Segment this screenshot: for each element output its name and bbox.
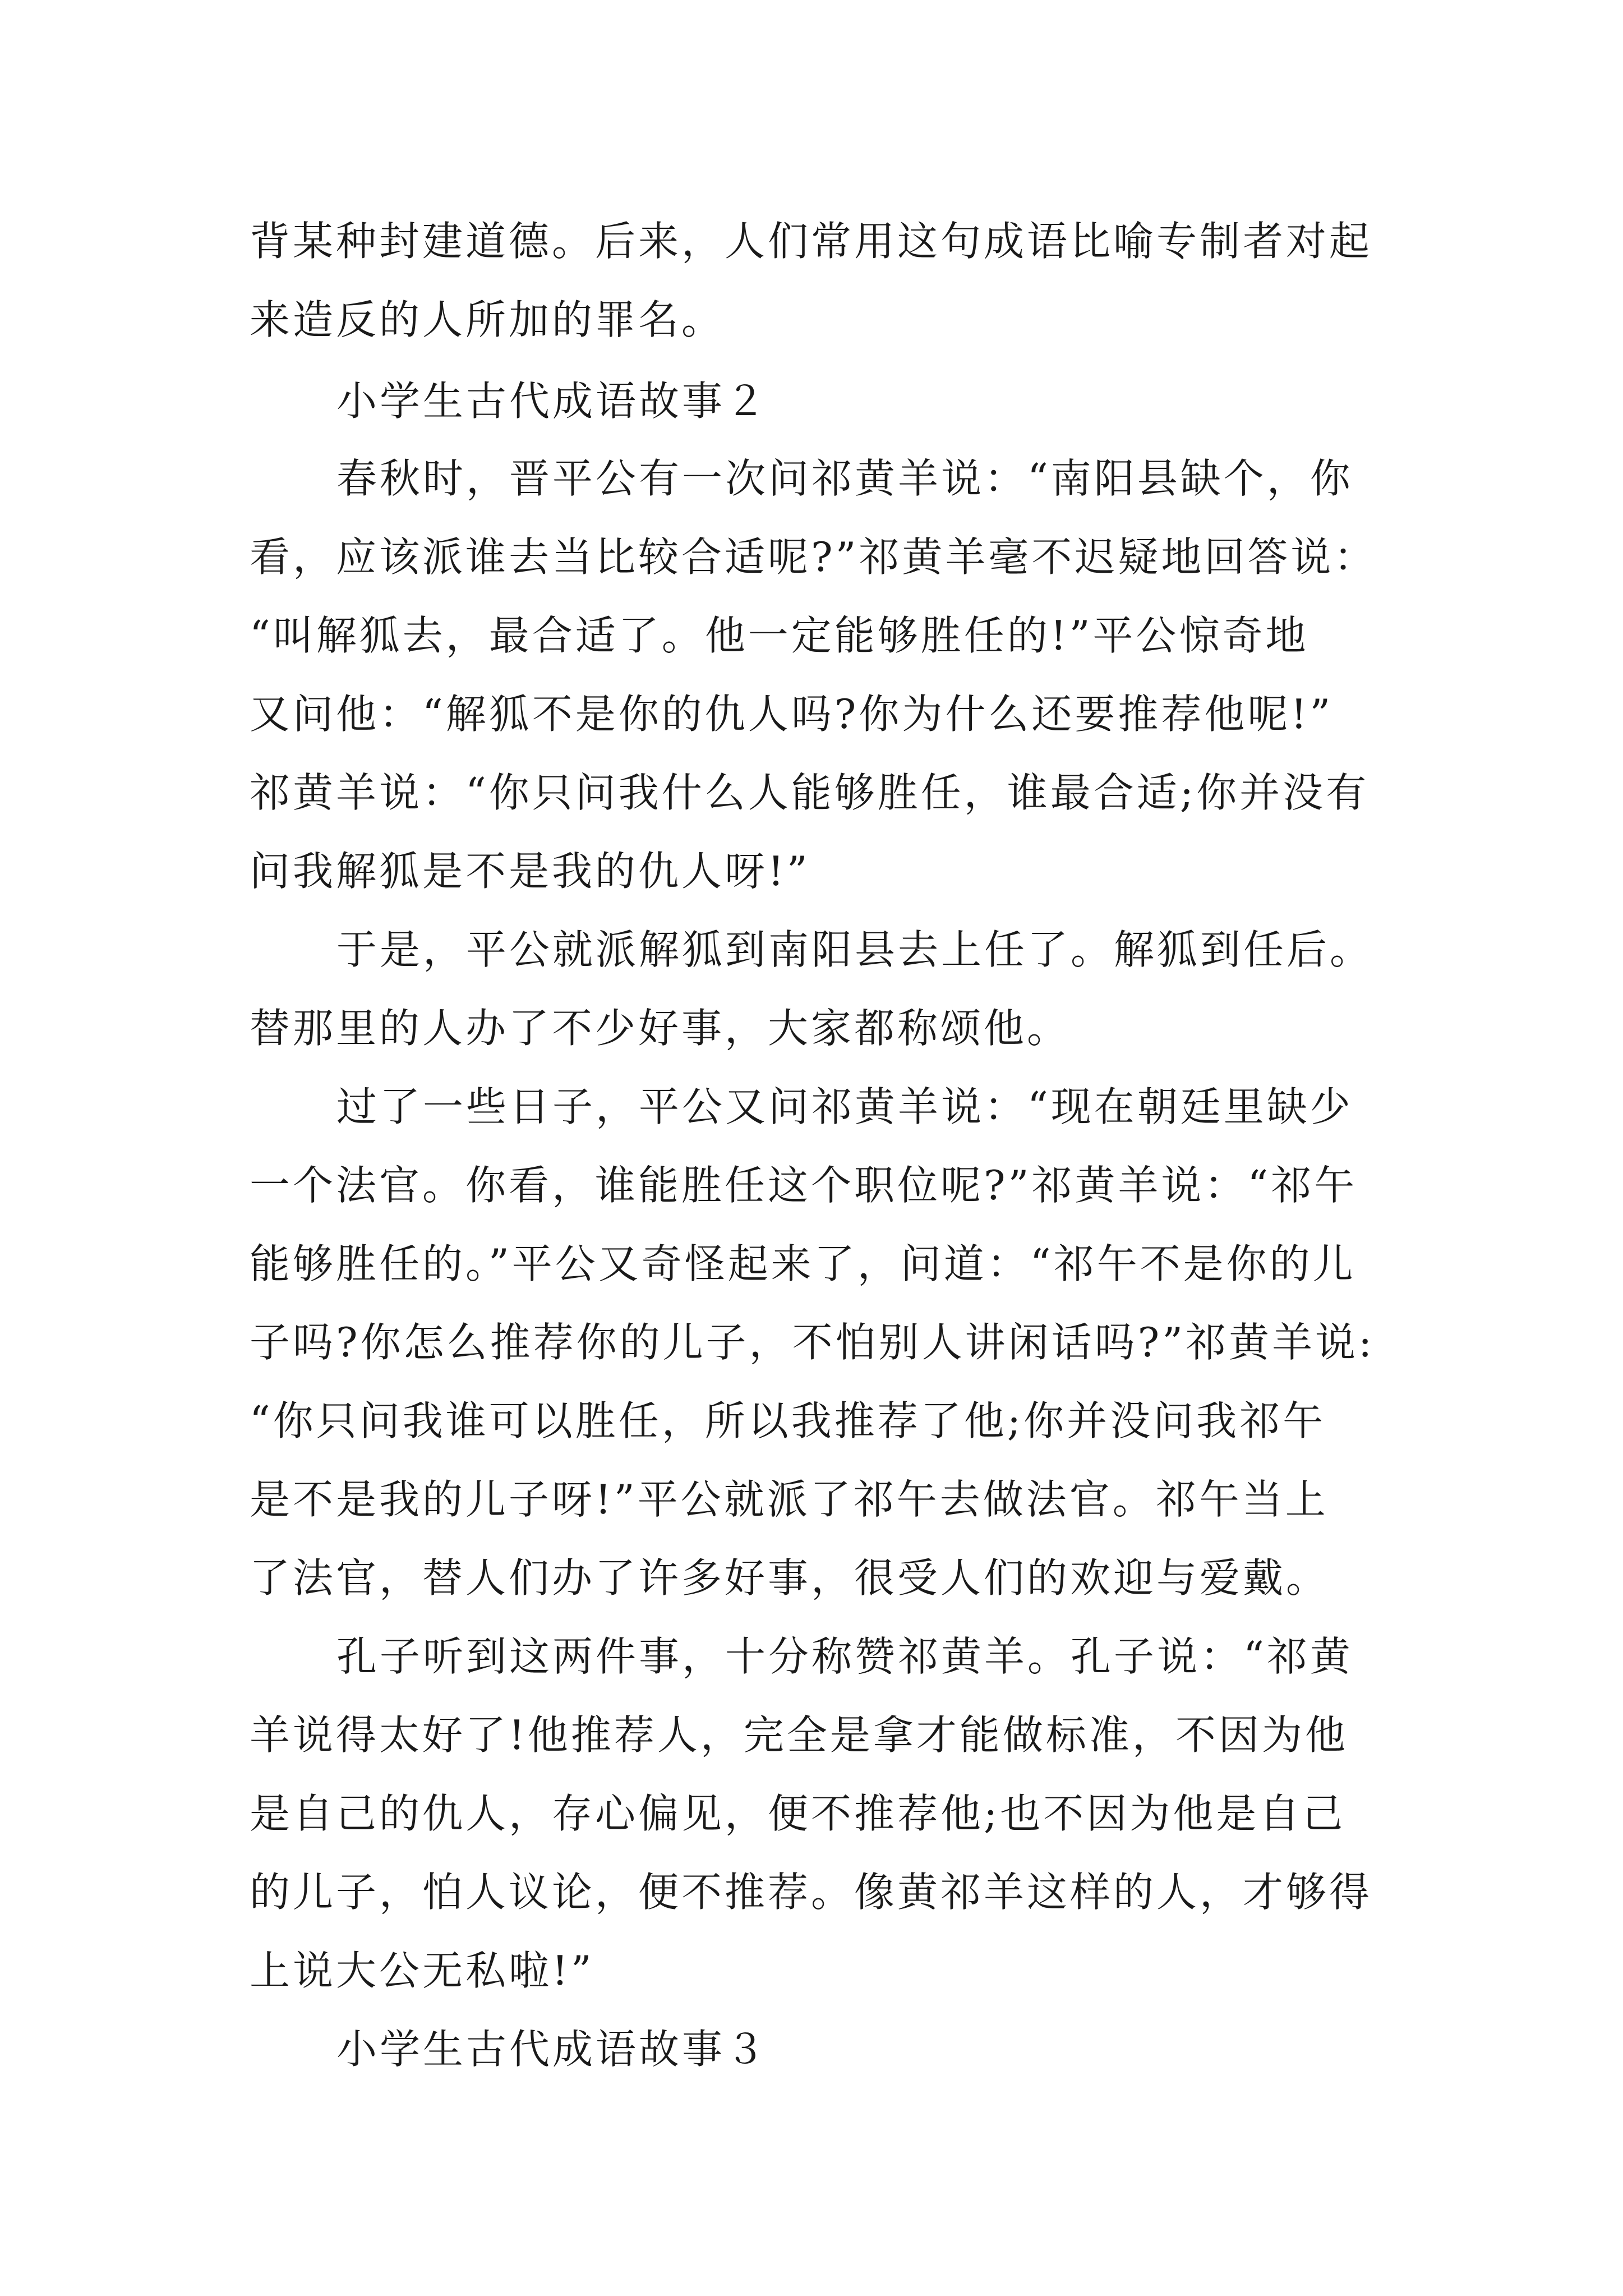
text-line: 于是，平公就派解狐到南阳县去上任了。解狐到任后。 [336,926,1373,973]
text-line: 背某种封建道德。后来，人们常用这句成语比喻专制者对起 [250,218,1373,265]
text-line: 孔子听到这两件事，十分称赞祁黄羊。孔子说：“祁黄 [336,1633,1353,1680]
text-line: 春秋时，晋平公有一次问祁黄羊说：“南阳县缺个，你 [336,455,1353,502]
text-line: 子吗?你怎么推荐你的儿子，不怕别人讲闲话吗?”祁黄羊说: [250,1319,1375,1366]
text-line: 又问他：“解狐不是你的仇人吗?你为什么还要推荐他呢!” [250,691,1334,738]
text-line: 了法官，替人们办了许多好事，很受人们的欢迎与爱戴。 [250,1554,1330,1602]
text-line: 一个法官。你看，谁能胜任这个职位呢?”祁黄羊说：“祁午 [250,1162,1358,1209]
text-line: 的儿子，怕人议论，便不推荐。像黄祁羊这样的人，才够得 [250,1869,1373,1916]
text-line: 是自己的仇人，存心偏见，便不推荐他;也不因为他是自己 [250,1790,1346,1837]
text-line: “你只问我谁可以胜任，所以我推荐了他;你并没问我祁午 [250,1397,1326,1444]
text-line: 上说大公无私啦!” [250,1947,594,1994]
text-line: 过了一些日子，平公又问祁黄羊说：“现在朝廷里缺少 [336,1083,1353,1130]
section-heading: 小学生古代成语故事３ [336,2026,769,2073]
text-line: “叫解狐去，最合适了。他一定能够胜任的!”平公惊奇地 [250,612,1309,659]
text-line: 是不是我的儿子呀!”平公就派了祁午去做法官。祁午当上 [250,1476,1329,1523]
text-line: 看，应该派谁去当比较合适呢?”祁黄羊毫不迟疑地回答说： [250,533,1377,581]
text-line: 能够胜任的。”平公又奇怪起来了，问道：“祁午不是你的儿 [250,1240,1356,1287]
text-line: 替那里的人办了不少好事，大家都称颂他。 [250,1005,1071,1052]
text-line: 祁黄羊说：“你只问我什么人能够胜任，谁最合适;你并没有 [250,769,1370,816]
section-heading: 小学生古代成语故事２ [336,378,769,425]
text-line: 来造反的人所加的罪名。 [250,296,725,343]
text-line: 羊说得太好了!他推荐人，完全是拿才能做标准，不因为他 [250,1711,1348,1759]
text-line: 问我解狐是不是我的仇人呀!” [250,848,810,895]
